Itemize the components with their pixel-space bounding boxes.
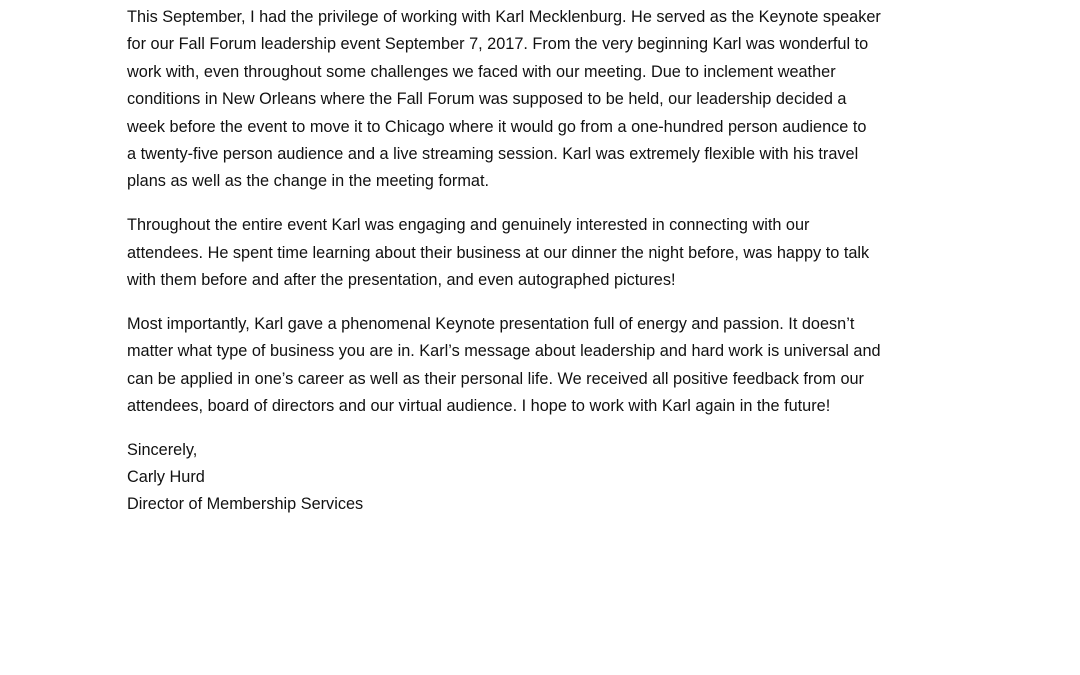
signature-block [127, 437, 957, 519]
paragraph-line: attendees, board of directors and our virtual audience. I hope to work with Karl again in the future! [127, 397, 831, 416]
letter-body [127, 4, 957, 519]
signer-name: Carly Hurd [127, 468, 205, 487]
paragraph-line: with them before and after the presentation, and even autographed pictures! [127, 271, 676, 290]
paragraph-line: plans as well as the change in the meeting format. [127, 172, 490, 191]
paragraph-intro [127, 4, 957, 196]
paragraph-keynote [127, 311, 957, 421]
paragraph-line: a twenty-five person audience and a live streaming session. Karl was extremely flexible with his travel [127, 144, 859, 163]
paragraph-line: week before the event to move it to Chicago where it would go from a one-hundred person audience to [127, 117, 867, 136]
paragraph-line: for our Fall Forum leadership event September 7, 2017. From the very beginning Karl was wonderful to [127, 35, 869, 54]
paragraph-line: This September, I had the privilege of working with Karl Mecklenburg. He served as the Keynote speaker [127, 8, 881, 26]
paragraph-line: matter what type of business you are in. Karl’s message about leadership and hard work is universal and [127, 342, 881, 361]
paragraph-line: work with, even throughout some challenges we faced with our meeting. Due to inclement weather [127, 62, 836, 81]
paragraph-line: attendees. He spent time learning about their business at our dinner the night before, was happy to talk [127, 243, 870, 262]
closing-salutation: Sincerely, [127, 440, 198, 459]
paragraph-line: can be applied in one’s career as well as their personal life. We received all positive feedback from our [127, 369, 864, 388]
paragraph-line: conditions in New Orleans where the Fall Forum was supposed to be held, our leadership decided a [127, 90, 847, 109]
paragraph-engagement [127, 212, 957, 294]
paragraph-line: Throughout the entire event Karl was engaging and genuinely interested in connecting with our [127, 216, 810, 235]
paragraph-line: Most importantly, Karl gave a phenomenal Keynote presentation full of energy and passion. It doesn’t [127, 314, 855, 333]
signer-title: Director of Membership Services [127, 495, 364, 514]
